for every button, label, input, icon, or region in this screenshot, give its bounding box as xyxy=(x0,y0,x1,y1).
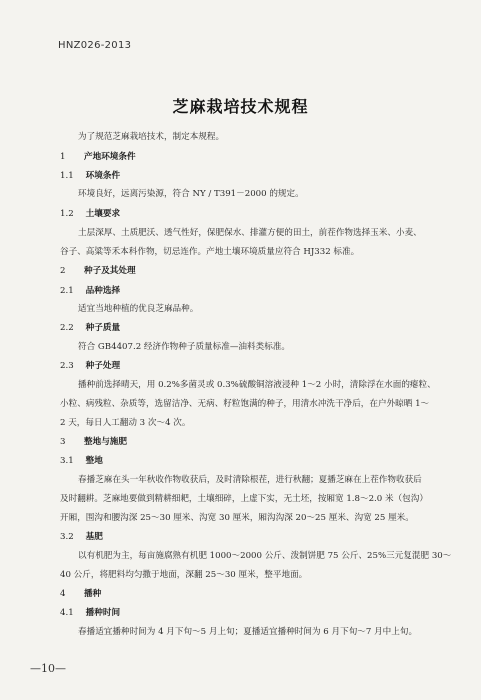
section-title: 播种 xyxy=(84,589,102,599)
section-3-2-heading xyxy=(60,531,103,543)
section-1-heading xyxy=(60,151,136,163)
section-2-1-heading xyxy=(60,285,120,297)
standard-code: HNZ026-2013 xyxy=(58,40,132,51)
section-title: 基肥 xyxy=(85,532,103,542)
section-number: 2 xyxy=(60,266,66,276)
section-3-heading xyxy=(60,436,127,448)
intro-text: 为了规范芝麻栽培技术，制定本规程。 xyxy=(78,132,225,142)
section-number: 3.1 xyxy=(60,456,74,466)
section-title: 种子及其处理 xyxy=(84,266,136,276)
paragraph-line: 开厢，围沟和腰沟深 25～30 厘米、沟宽 30 厘米，厢沟沟深 20～25 厘米、沟宽 25 厘米。 xyxy=(60,513,414,523)
section-title: 土壤要求 xyxy=(85,209,121,219)
paragraph-line: 及时翻耕。芝麻地要做到精耕细耙，土壤细碎，上虚下实，无土坯，按厢宽 1.8～2.0 米（包沟） xyxy=(60,494,428,504)
paragraph-line: 播种前选择晴天，用 0.2%多菌灵或 0.3%硫酸铜溶液浸种 1～2 小时，清除浮在水面的瘪粒、 xyxy=(78,380,436,390)
paragraph-line: 环境良好，远离污染源，符合 NY / T391－2000 的规定。 xyxy=(78,189,304,199)
section-number: 2.2 xyxy=(60,323,74,333)
paragraph-line: 春播适宜播种时间为 4 月下旬～5 月上旬；夏播适宜播种时间为 6 月下旬～7 月中上旬。 xyxy=(78,627,418,637)
section-2-heading xyxy=(60,265,136,277)
paragraph-line: 春播芝麻在头一年秋收作物收获后，及时清除根茬，进行秋翻；夏播芝麻在上茬作物收获后 xyxy=(78,475,422,485)
section-number: 1 xyxy=(60,152,66,162)
section-number: 1.1 xyxy=(60,171,74,181)
section-title: 整地 xyxy=(85,456,103,466)
section-number: 3 xyxy=(60,437,66,447)
paragraph-line: 符合 GB4407.2 经济作物种子质量标准—油料类标准。 xyxy=(78,342,290,352)
section-1-2-heading xyxy=(60,208,120,220)
paragraph-line: 2 天，每日人工翻动 3 次～4 次。 xyxy=(60,418,191,428)
section-title: 环境条件 xyxy=(85,171,121,181)
section-title: 整地与施肥 xyxy=(84,437,127,447)
section-number: 4 xyxy=(60,589,66,599)
section-3-1-heading xyxy=(60,455,103,467)
section-title: 种子处理 xyxy=(85,361,121,371)
section-title: 种子质量 xyxy=(85,323,121,333)
section-2-2-heading xyxy=(60,322,120,334)
paragraph-line: 以有机肥为主，每亩施腐熟有机肥 1000～2000 公斤、泼制饼肥 75 公斤、25%三元复混肥 30～ xyxy=(78,551,452,561)
section-title: 播种时间 xyxy=(85,608,121,618)
section-number: 2.3 xyxy=(60,361,74,371)
paragraph-line: 土层深厚、土质肥沃、透气性好，保肥保水、排灌方便的田土，前茬作物选择玉米、小麦、 xyxy=(78,228,422,238)
section-title: 产地环境条件 xyxy=(84,152,136,162)
page-number: —10— xyxy=(30,662,66,675)
section-4-heading xyxy=(60,588,101,600)
section-1-1-heading xyxy=(60,170,120,182)
paragraph-line: 小粒、病残粒、杂质等，选留洁净、无病、籽粒饱满的种子，用清水冲洗干净后，在户外晾晒 1～ xyxy=(60,399,430,409)
section-number: 1.2 xyxy=(60,209,74,219)
section-number: 2.1 xyxy=(60,286,74,296)
section-4-1-heading xyxy=(60,607,120,619)
section-2-3-heading xyxy=(60,360,120,372)
paragraph-line: 谷子、高粱等禾本科作物，切忌连作。产地土壤环境质量应符合 HJ332 标准。 xyxy=(60,247,360,257)
paragraph-line: 适宜当地种植的优良芝麻品种。 xyxy=(78,304,199,314)
section-title: 品种选择 xyxy=(85,286,121,296)
page-title: 芝麻栽培技术规程 xyxy=(172,97,309,116)
section-number: 3.2 xyxy=(60,532,74,542)
section-number: 4.1 xyxy=(60,608,74,618)
paragraph-line: 40 公斤，将肥料均匀撒于地面，深翻 25～30 厘米，整平地面。 xyxy=(60,570,308,580)
